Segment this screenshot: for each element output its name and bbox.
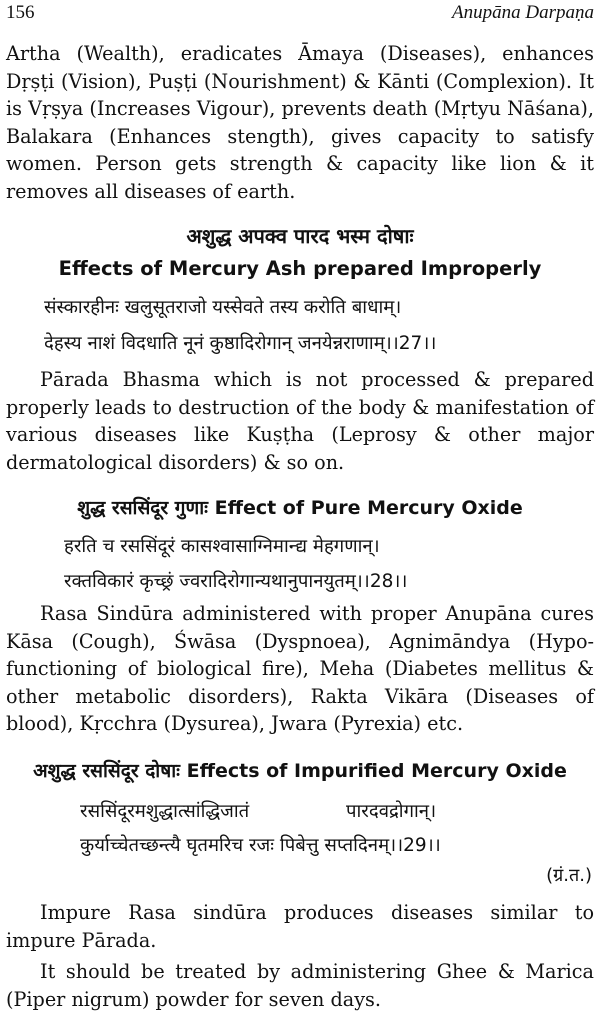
page-header (6, 2, 594, 28)
section2-sanskrit-heading: शुद्ध रससिंदूर गुणाः (77, 497, 208, 519)
section3-heading (0, 757, 600, 783)
source-citation: (ग्रं.त.) (546, 865, 592, 886)
section2-english-heading: Effect of Pure Mercury Oxide (214, 497, 523, 519)
paragraph-intro: Artha (Wealth), eradicates Āmaya (Diseases), enhances Dṛṣṭi (Vision), Puṣṭi (Nourishment) & Kānti (Complexion). It is Vṛṣya (Increases Vigour), prevents death (Mṛtyu Nāśana), Balakara (Enhances stength), gives capacity to satisfy women. Person gets strength & capacity like lion & it removes all diseases of earth. (6, 42, 594, 203)
section1-paragraph: Pārada Bhasma which is not processed & prepared properly leads to destruction of the body & manifestation of various diseases like Kuṣṭha (Leprosy & other major dermatological disorders) & so on. (6, 368, 594, 474)
section3-paragraph1: Impure Rasa sindūra produces diseases similar to impure Pārada. (6, 901, 594, 952)
section3-sanskrit-heading: अशुद्ध रससिंदूर दोषाः (33, 760, 180, 782)
running-title: Anupāna Darpaṇa (452, 2, 594, 23)
section2-verse-line1: हरति च रससिंदूरं कासश्वासाग्निमान्द्य मेहगणान्। (64, 536, 380, 557)
section2-heading (0, 494, 600, 520)
section2-verse-line2: रक्तविकारं कृच्छ्रं ज्वरादिरोगान्यथानुपानयुतम्।।28।। (64, 571, 408, 592)
section1-verse-line1: संस्कारहीनः खलुसूतराजो यस्सेवते तस्य करोति बाधाम्। (44, 297, 402, 318)
section3-verse-line1a: रससिंदूरमशुद्धात्सांद्धिजातं (80, 801, 250, 822)
section2-paragraph: Rasa Sindūra administered with proper Anupāna cures Kāsa (Cough), Śwāsa (Dyspnoea), Agnimāndya (Hypo-functioning of biological fire), Meha (Diabetes mellitus & other metabolic disorders), Rakta Vikāra (Diseases of blood), Kṛcchra (Dysurea), Jwara (Pyrexia) etc. (6, 602, 594, 735)
section1-sanskrit-heading: अशुद्ध अपक्व पारद भस्म दोषाः (186, 224, 414, 248)
page-number: 156 (6, 2, 35, 23)
section3-verse-line2: कुर्याच्चेतच्छन्त्यै घृतमरिच रजः पिबेत्तु सप्तदिनम्।।29।। (80, 835, 441, 856)
section3-english-heading: Effects of Impurified Mercury Oxide (186, 760, 567, 782)
section3-paragraph2: It should be treated by administering Ghee & Marica (Piper nigrum) powder for seven days. (6, 960, 594, 1011)
section1-verse-line2: देहस्य नाशं विदधाति नूनं कुष्ठादिरोगान् जनयेन्नराणाम्।।27।। (44, 333, 437, 354)
section1-english-heading: Effects of Mercury Ash prepared Improperly (58, 257, 542, 280)
section3-verse-line1b: पारदवद्रोगान्। (346, 801, 437, 822)
